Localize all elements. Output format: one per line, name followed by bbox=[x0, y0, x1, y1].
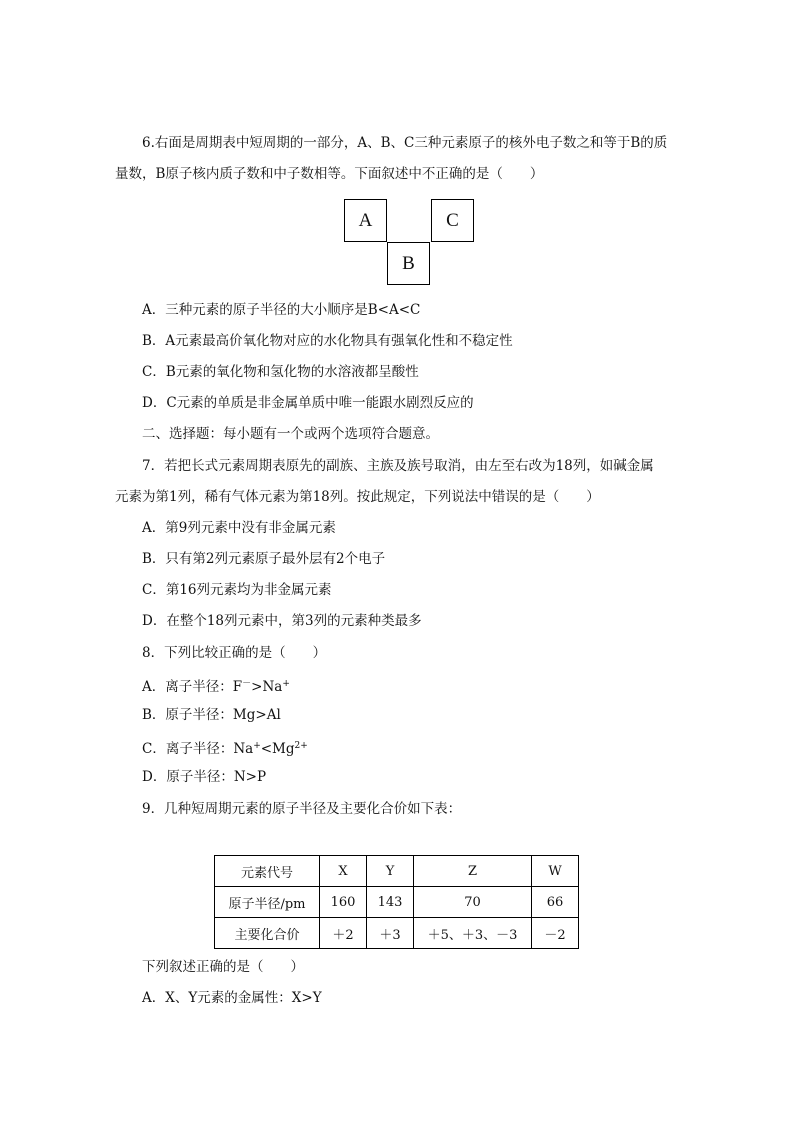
q6-stem-line1: 6.右面是周期表中短周期的一部分，A、B、C三种元素原子的核外电子数之和等于B的质 bbox=[142, 135, 668, 151]
q8-option-c-sup1: + bbox=[253, 741, 261, 751]
q8-option-a-mid: >Na bbox=[251, 679, 283, 695]
q9-after-table: 下列叙述正确的是（ ） bbox=[142, 959, 304, 975]
q8-option-a-sup2: + bbox=[282, 679, 290, 689]
q9-stem: 9．几种短周期元素的原子半径及主要化合价如下表： bbox=[142, 801, 462, 817]
q6-option-d: D．C元素的单质是非金属单质中唯一能跟水剧烈反应的 bbox=[142, 395, 474, 411]
table-cell: 143 bbox=[367, 887, 414, 918]
q8-option-c-mid: <Mg bbox=[260, 741, 295, 757]
table-cell: 元素代号 bbox=[215, 856, 320, 887]
q8-option-a bbox=[142, 674, 290, 697]
element-data-table bbox=[214, 855, 579, 949]
q8-option-c-text: C．离子半径：Na bbox=[142, 741, 254, 757]
q6-stem-line2: 量数，B原子核内质子数和中子数相等。下面叙述中不正确的是（ ） bbox=[115, 166, 544, 182]
section-heading: 二、选择题：每小题有一个或两个选项符合题意。 bbox=[142, 426, 439, 442]
table-cell: 70 bbox=[414, 887, 532, 918]
q8-option-a-sup1: － bbox=[242, 679, 252, 689]
element-box-a: A bbox=[344, 199, 387, 242]
table-cell: ＋2 bbox=[320, 918, 367, 949]
q7-option-d: D．在整个18列元素中，第3列的元素种类最多 bbox=[142, 613, 422, 629]
table-cell: ＋5、＋3、－3 bbox=[414, 918, 532, 949]
q7-option-b: B．只有第2列元素原子最外层有2个电子 bbox=[142, 551, 386, 567]
q7-stem-line1: 7．若把长式元素周期表原先的副族、主族及族号取消，由左至右改为18列，如碱金属 bbox=[142, 458, 654, 474]
q8-option-b: B．原子半径：Mg>Al bbox=[142, 707, 281, 723]
q9-option-a: A．X、Y元素的金属性：X>Y bbox=[142, 990, 322, 1006]
table-cell: 66 bbox=[532, 887, 579, 918]
element-box-b: B bbox=[387, 242, 430, 285]
q6-option-c: C．B元素的氧化物和氢化物的水溶液都呈酸性 bbox=[142, 364, 419, 380]
table-cell: －2 bbox=[532, 918, 579, 949]
table-cell: X bbox=[320, 856, 367, 887]
q7-option-a: A．第9列元素中没有非金属元素 bbox=[142, 520, 336, 536]
table-header-row bbox=[215, 856, 579, 887]
q8-option-c-sup2: 2+ bbox=[294, 741, 308, 751]
element-box-c: C bbox=[431, 199, 474, 242]
q8-option-d: D．原子半径：N>P bbox=[142, 769, 267, 785]
q7-stem-line2: 元素为第1列，稀有气体元素为第18列。按此规定，下列说法中错误的是（ ） bbox=[115, 489, 600, 505]
q8-stem: 8．下列比较正确的是（ ） bbox=[142, 645, 327, 661]
table-row bbox=[215, 918, 579, 949]
q8-option-c bbox=[142, 736, 308, 759]
q8-option-a-text: A．离子半径：F bbox=[142, 679, 243, 695]
table-cell: W bbox=[532, 856, 579, 887]
table-cell: Z bbox=[414, 856, 532, 887]
table-cell: 160 bbox=[320, 887, 367, 918]
table-row bbox=[215, 887, 579, 918]
table-cell: Y bbox=[367, 856, 414, 887]
q6-option-a: A．三种元素的原子半径的大小顺序是B<A<C bbox=[142, 302, 421, 318]
table-cell: ＋3 bbox=[367, 918, 414, 949]
table-cell: 主要化合价 bbox=[215, 918, 320, 949]
q6-option-b: B．A元素最高价氧化物对应的水化物具有强氧化性和不稳定性 bbox=[142, 333, 513, 349]
q7-option-c: C．第16列元素均为非金属元素 bbox=[142, 582, 332, 598]
table-cell: 原子半径/pm bbox=[215, 887, 320, 918]
